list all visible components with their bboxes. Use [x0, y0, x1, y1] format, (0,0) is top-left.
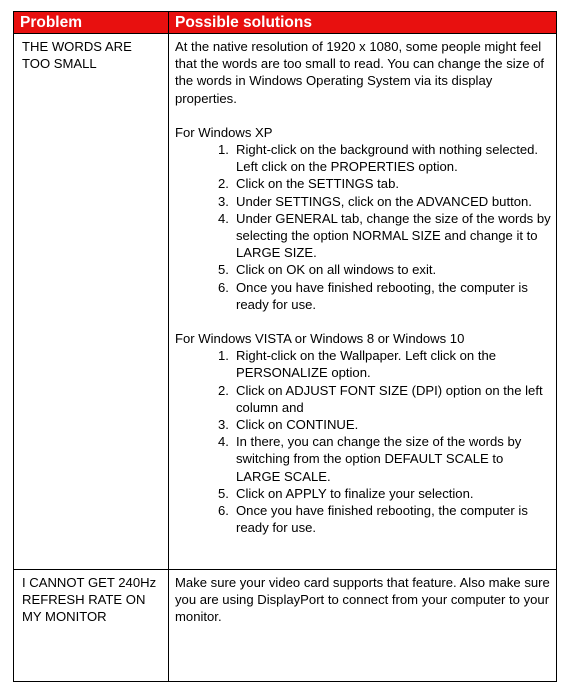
list-item: 1. Right-click on the background with nothing selected. Left click on the PROPERTIES option. [218, 142, 539, 175]
list-item: 3. Under SETTINGS, click on the ADVANCED button. [218, 193, 532, 209]
list-item: 2. Click on the SETTINGS tab. [218, 176, 400, 192]
solution-intro: At the native resolution of 1920 x 1080, some people might feel that the words are too small to read. You can change the size of the words in Windows Operating System via its display properties. [175, 39, 545, 106]
table-header-row [14, 12, 557, 34]
troubleshooting-document [13, 11, 556, 682]
list-item: 6. Once you have finished rebooting, the computer is ready for use. [218, 503, 528, 536]
table-row [14, 34, 557, 570]
section-title-vista: For Windows VISTA or Windows 8 or Windows 10 [175, 331, 465, 347]
solution-cell [169, 570, 557, 682]
problem-text: I CANNOT GET 240Hz REFRESH RATE ON MY MONITOR [22, 575, 157, 625]
list-item: 4. In there, you can change the size of the words by switching from the option DEFAULT SCALE to LARGE SCALE. [218, 434, 522, 484]
table-row [14, 570, 557, 682]
problem-cell [14, 34, 169, 570]
problem-cell [14, 570, 169, 682]
problem-text: THE WORDS ARE TOO SMALL [22, 39, 132, 72]
solution-cell [169, 34, 557, 570]
list-item: 5. Click on APPLY to finalize your selection. [218, 485, 474, 501]
steps-list-xp [175, 141, 551, 313]
list-item: 1. Right-click on the Wallpaper. Left click on the PERSONALIZE option. [218, 348, 497, 381]
list-item: 4. Under GENERAL tab, change the size of the words by selecting the option NORMAL SIZE and change it to LARGE SIZE. [218, 210, 551, 261]
list-item: 6. Once you have finished rebooting, the computer is ready for use. [218, 279, 528, 312]
list-item: 3. Click on CONTINUE. [218, 417, 359, 433]
section-title-xp: For Windows XP [175, 124, 273, 140]
list-item: 2. Click on ADJUST FONT SIZE (DPI) option on the left column and [218, 382, 543, 415]
steps-list-vista [175, 347, 551, 536]
list-item: 5. Click on OK on all windows to exit. [218, 262, 437, 278]
troubleshooting-table [13, 11, 557, 682]
header-possible-solutions: Possible solutions [169, 12, 557, 34]
header-problem: Problem [14, 12, 169, 34]
solution-text: Make sure your video card supports that feature. Also make sure you are using DisplayPort to connect from your computer to your monitor. [175, 575, 550, 625]
